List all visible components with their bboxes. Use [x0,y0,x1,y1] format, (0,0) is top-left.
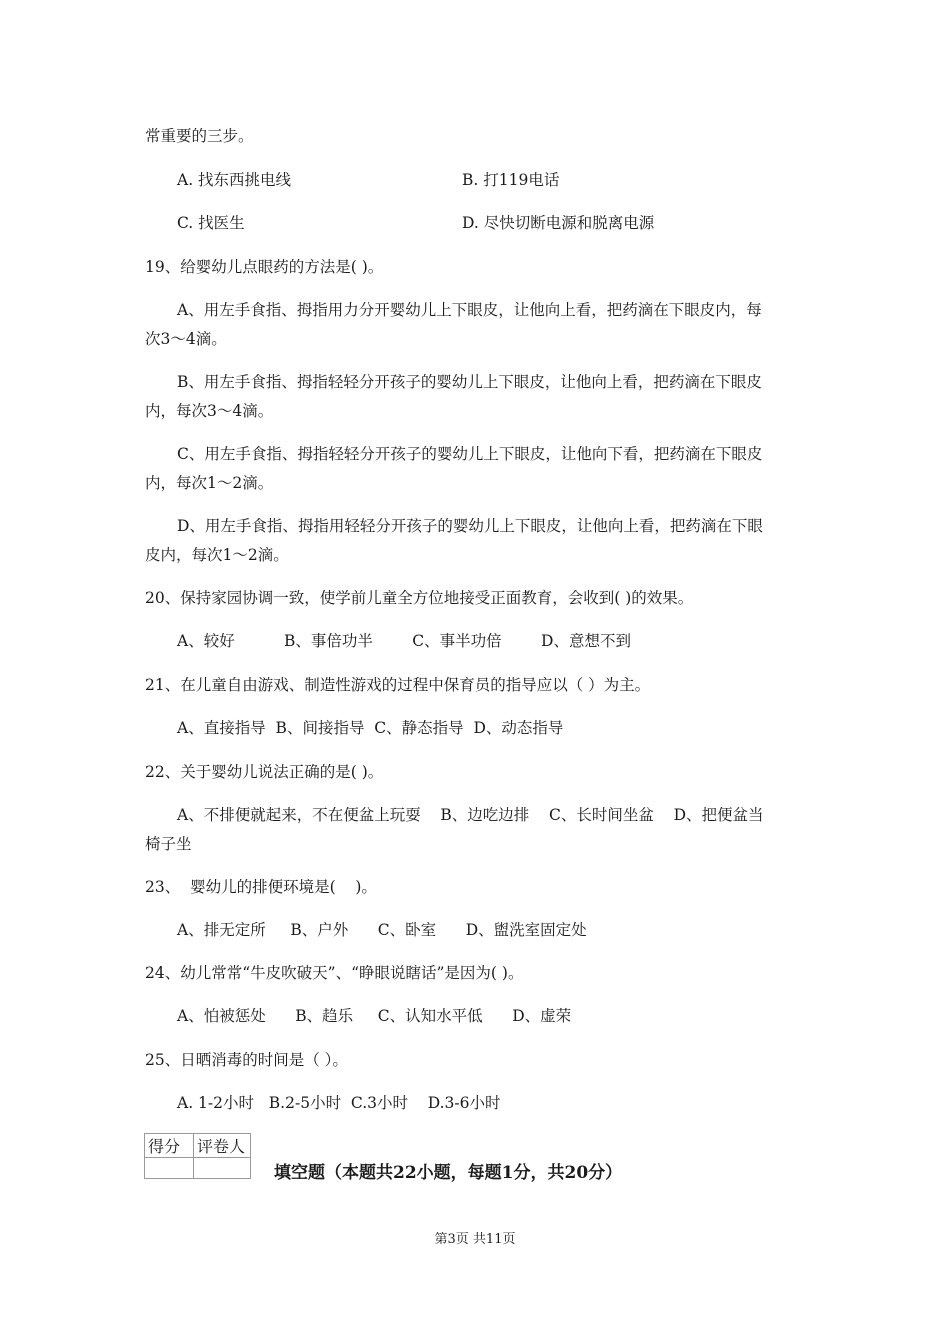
question-22: 22、关于婴幼儿说法正确的是( )。 [145,763,384,781]
option-19-a-line2: 次3～4滴。 [145,330,227,348]
option-19-d-line2: 皮内，每次1～2滴。 [145,546,289,564]
question-24: 24、幼儿常常“牛皮吹破天”、“睁眼说瞎话”是因为( )。 [145,964,524,982]
option-18-b: B. 打119电话 [462,171,560,189]
option-18-d: D. 尽快切断电源和脱离电源 [462,214,655,232]
score-cell [145,1158,194,1179]
options-24: A、怕被惩处 B、趋乐 C、认知水平低 D、虚荣 [177,1007,572,1025]
option-19-c-line1: C、用左手食指、拇指轻轻分开孩子的婴幼儿上下眼皮，让他向下看，把药滴在下眼皮 [177,445,763,463]
grader-cell [194,1158,251,1179]
question-23: 23、 婴幼儿的排便环境是( )。 [145,878,377,896]
options-22-line2: 椅子坐 [145,835,192,853]
section-title: 填空题（本题共22小题，每题1分，共20分） [274,1163,623,1183]
option-19-c-line2: 内，每次1～2滴。 [145,474,274,492]
options-23: A、排无定所 B、户外 C、卧室 D、盥洗室固定处 [177,921,587,939]
question-19: 19、给婴幼儿点眼药的方法是( )。 [145,258,384,276]
grader-label: 评卷人 [194,1134,251,1158]
options-21: A、直接指导 B、间接指导 C、静态指导 D、动态指导 [177,719,564,737]
question-21: 21、在儿童自由游戏、制造性游戏的过程中保育员的指导应以（ ）为主。 [145,676,651,694]
page-footer: 第3页 共11页 [434,1232,516,1247]
option-19-b-line1: B、用左手食指、拇指轻轻分开孩子的婴幼儿上下眼皮，让他向上看，把药滴在下眼皮 [177,373,762,391]
options-22-line1: A、不排便就起来，不在便盆上玩耍 B、边吃边排 C、长时间坐盆 D、把便盆当 [177,806,764,824]
option-19-a-line1: A、用左手食指、拇指用力分开婴幼儿上下眼皮，让他向上看，把药滴在下眼皮内，每 [177,301,762,319]
options-25: A. 1-2小时 B.2-5小时 C.3小时 D.3-6小时 [177,1094,501,1112]
option-19-b-line2: 内，每次3～4滴。 [145,402,274,420]
option-18-c: C. 找医生 [177,214,245,232]
question-25: 25、日晒消毒的时间是（ ）。 [145,1051,348,1069]
option-18-a: A. 找东西挑电线 [177,171,292,189]
score-box [144,1133,251,1179]
question-20: 20、保持家园协调一致，使学前儿童全方位地接受正面教育，会收到( )的效果。 [145,589,694,607]
question-18-stem-end: 常重要的三步。 [145,127,254,145]
option-19-d-line1: D、用左手食指、拇指用轻轻分开孩子的婴幼儿上下眼皮，让他向上看，把药滴在下眼 [177,517,763,535]
score-label: 得分 [145,1134,194,1158]
options-20: A、较好 B、事倍功半 C、事半功倍 D、意想不到 [177,632,631,650]
